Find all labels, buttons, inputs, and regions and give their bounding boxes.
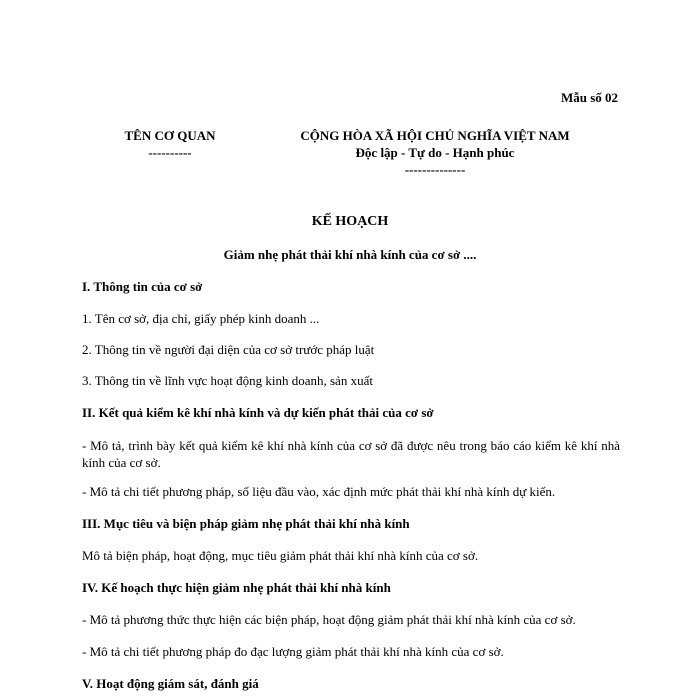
section-4-paragraph: - Mô tả chi tiết phương pháp đo đạc lượng giảm phát thải khí nhà kính của cơ sở.	[82, 644, 504, 659]
section-heading-2: II. Kết quả kiểm kê khí nhà kính và dự kiến phát thải của cơ sở	[82, 405, 434, 420]
section-4-paragraph: - Mô tả phương thức thực hiện các biện pháp, hoạt động giảm phát thải khí nhà kính của cơ sở.	[82, 612, 576, 627]
nation-name: CỘNG HÒA XÃ HỘI CHỦ NGHĨA VIỆT NAM	[300, 128, 570, 143]
document-title: KẾ HOẠCH	[311, 214, 389, 229]
section-heading-1: I. Thông tin của cơ sở	[82, 279, 203, 294]
motto-divider: --------------	[404, 162, 466, 177]
section-heading-5: V. Hoạt động giám sát, đánh giá	[82, 676, 259, 691]
section-3-paragraph: Mô tả biện pháp, hoạt động, mục tiêu giảm phát thải khí nhà kính của cơ sở.	[82, 548, 479, 563]
national-motto: Độc lập - Tự do - Hạnh phúc	[355, 145, 515, 160]
section-heading-4: IV. Kế hoạch thực hiện giảm nhẹ phát thải khí nhà kính	[82, 580, 391, 595]
section-2-paragraph: - Mô tả, trình bày kết quả kiểm kê khí nhà kính của cơ sở đã được nêu trong báo cáo kiểm kê khí nhà kính của cơ sở.	[82, 438, 620, 470]
form-number: Mẫu số 02	[560, 90, 618, 105]
agency-divider: ----------	[148, 145, 192, 160]
section-1-item: 3. Thông tin về lĩnh vực hoạt động kinh doanh, sản xuất	[82, 373, 373, 388]
document-subtitle: Giảm nhẹ phát thải khí nhà kính của cơ sở ....	[223, 247, 477, 262]
section-1-item: 1. Tên cơ sở, địa chỉ, giấy phép kinh doanh ...	[82, 311, 320, 326]
section-heading-3: III. Mục tiêu và biện pháp giảm nhẹ phát thải khí nhà kính	[82, 516, 410, 531]
agency-name: TÊN CƠ QUAN	[124, 128, 216, 143]
section-1-item: 2. Thông tin về người đại diện của cơ sở trước pháp luật	[82, 342, 375, 357]
section-2-paragraph: - Mô tả chi tiết phương pháp, số liệu đầu vào, xác định mức phát thải khí nhà kính dự kiến.	[82, 484, 556, 499]
